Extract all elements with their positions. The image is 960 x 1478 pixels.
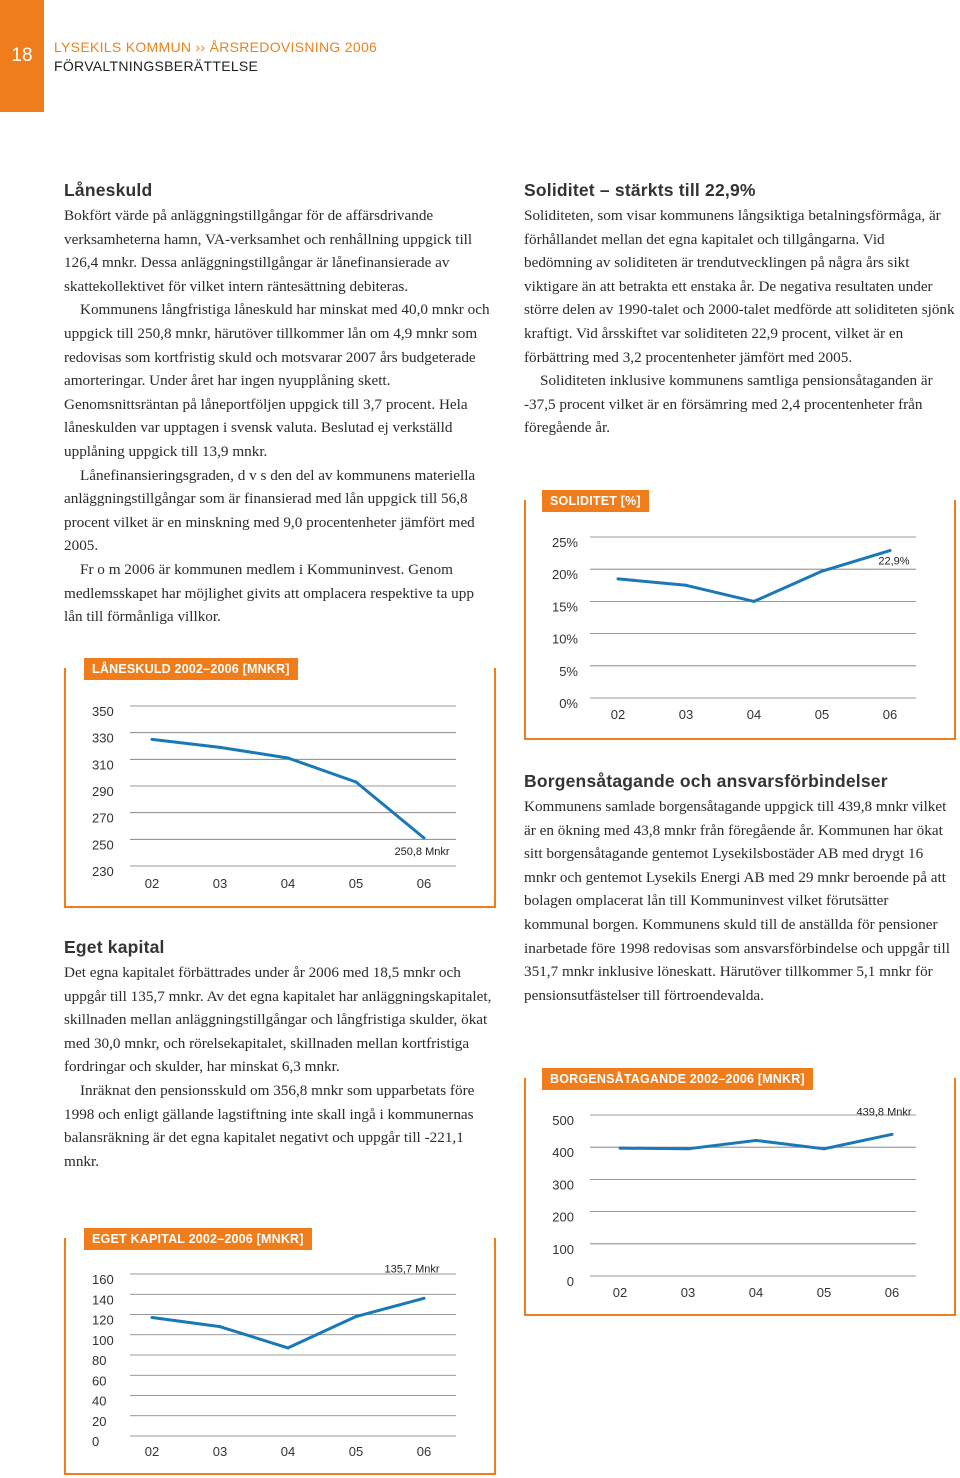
series-line xyxy=(152,1298,424,1348)
x-tick-label: 02 xyxy=(144,1444,160,1459)
x-tick-label: 04 xyxy=(280,1444,296,1459)
y-tick-label: 40 xyxy=(92,1393,107,1409)
paragraph: Kommunens samlade borgensåtagande uppgick till 439,8 mnkr vilket är en ökning med 43,8 mnkr från föregående år. Kommunen har ökat sitt borgensåtagande gentemot Lysekilsbostäder AB med drygt 16 mnkr och gentemot Lysekils Energi AB med 29 mnkr beroende på att bolagen omplacerat lån till Kommuninvest vilket förutsätter kommunal borgen. Kommunens skuld till de anställda för pensioner inarbetade före 1998 redovisas som ansvarsförbindelse och uppgår till 351,7 mnkr inklusive löneskatt. Härutöver tillkommer 5,1 mnkr för pensionsutfästelser till förtroendevalda. xyxy=(524,798,950,1004)
x-tick-label: 05 xyxy=(814,707,830,722)
eget-kapital-text xyxy=(64,961,496,1173)
data-point xyxy=(219,1325,222,1328)
data-point xyxy=(821,570,824,573)
x-tick-label: 03 xyxy=(212,876,228,891)
y-tick-label: 200 xyxy=(552,1209,574,1225)
data-point xyxy=(219,746,222,749)
x-tick-label: 06 xyxy=(882,707,898,722)
soliditet-chart-title: SOLIDITET [%] xyxy=(542,490,649,512)
soliditet-chart xyxy=(524,500,956,740)
borgen-chart xyxy=(524,1078,956,1316)
y-tick-label: 400 xyxy=(552,1145,574,1161)
laneskuld-text xyxy=(64,204,496,629)
x-tick-label: 04 xyxy=(748,1285,764,1300)
y-tick-label: 20% xyxy=(551,567,578,583)
y-tick-label: 310 xyxy=(92,757,114,773)
data-point xyxy=(151,738,154,741)
x-tick-label: 05 xyxy=(348,876,364,891)
page-header xyxy=(54,38,377,76)
x-tick-label: 02 xyxy=(610,707,626,722)
laneskuld-chart xyxy=(64,668,496,908)
page-number: 18 xyxy=(0,0,44,112)
x-tick-label: 02 xyxy=(612,1285,628,1300)
y-tick-label: 0% xyxy=(559,696,578,711)
x-tick-label: 05 xyxy=(348,1444,364,1459)
data-point xyxy=(891,1133,894,1136)
borgen-text xyxy=(524,795,956,1007)
x-tick-label: 06 xyxy=(416,876,432,891)
data-point xyxy=(755,1139,758,1142)
data-point xyxy=(151,1316,154,1319)
y-tick-label: 60 xyxy=(92,1373,107,1389)
y-tick-label: 100 xyxy=(552,1241,574,1257)
data-point xyxy=(753,600,756,603)
x-tick-label: 05 xyxy=(816,1285,832,1300)
y-tick-label: 230 xyxy=(92,864,114,879)
value-annotation: 439,8 Mnkr xyxy=(856,1106,912,1119)
paragraph: Det egna kapitalet förbättrades under år 2006 med 18,5 mnkr och uppgår till 135,7 mnkr. Av det egna kapitalet har anläggningskapitalet, skillnaden mellan anläggningstillgångar och långfristiga skulder, ökat med 30,0 mnkr, och rörelsekapitalet, skillnaden mellan kortfristiga fordringar och skulder, har minskat 6,3 mnkr. xyxy=(64,964,492,1076)
paragraph: Inräknat den pensionsskuld om 356,8 mnkr som upparbetats före 1998 och enligt gällande lagstiftning inte skall ingå i kommunernas balansräkning är det egna kapitalet negativt och uppgår till -221,1 mnkr. xyxy=(64,1081,475,1170)
eget-kapital-chart xyxy=(64,1238,496,1475)
data-point xyxy=(687,1147,690,1150)
series-line xyxy=(618,551,890,602)
data-point xyxy=(355,781,358,784)
value-annotation: 250,8 Mnkr xyxy=(394,846,450,858)
y-tick-label: 15% xyxy=(551,599,578,615)
borgen-heading: Borgensåtagande och ansvarsförbindelser xyxy=(524,771,888,791)
y-tick-label: 160 xyxy=(92,1272,114,1287)
y-tick-label: 290 xyxy=(92,784,114,799)
soliditet-heading: Soliditet – stärkts till 22,9% xyxy=(524,180,756,200)
paragraph: Soliditeten, som visar kommunens långsiktiga betalningsförmåga, är förhållandet mellan det egna kapitalet och tillgångarna. Vid bedömning av soliditeten är trendutvecklingen på några års sikt viktigare än att betrakta ett enstaka år. De negativa resultaten under större delen av 1990-talet och 2000-talet medförde att soliditeten sjönk kraftigt. Vid årsskiftet var soliditeten 22,9 procent, vilket är en förbättring med 3,2 procentenheter jämfört med 2005. xyxy=(524,207,955,366)
y-tick-label: 80 xyxy=(92,1353,107,1368)
y-tick-label: 20 xyxy=(92,1413,107,1429)
x-tick-label: 02 xyxy=(144,876,160,891)
y-tick-label: 5% xyxy=(559,663,578,679)
x-tick-label: 04 xyxy=(746,707,762,722)
x-tick-label: 03 xyxy=(680,1285,696,1300)
data-point xyxy=(423,837,426,840)
x-tick-label: 03 xyxy=(678,707,694,722)
paragraph: Bokfört värde på anläggningstillgångar för de affärsdrivande verksamheterna hamn, VA-verksamhet och renhållning uppgick till 126,4 mnkr. Dessa anläggningstillgångar är lånefinansierade av skattekollektivet för vilket intern räntesättning debiteras. xyxy=(64,207,473,295)
eget-kapital-heading: Eget kapital xyxy=(64,937,165,957)
borgen-chart-title: BORGENSÅTAGANDE 2002–2006 [MNKR] xyxy=(542,1068,813,1090)
data-point xyxy=(617,577,620,580)
y-tick-label: 500 xyxy=(552,1113,574,1128)
y-tick-label: 25% xyxy=(551,535,578,550)
data-point xyxy=(685,584,688,587)
header-section: FÖRVALTNINGSBERÄTTELSE xyxy=(54,58,259,74)
value-annotation: 22,9% xyxy=(878,555,910,568)
y-tick-label: 10% xyxy=(551,631,578,647)
paragraph: Kommunens långfristiga låneskuld har minskat med 40,0 mnkr och uppgick till 250,8 mnkr, härutöver tillkommer lån om 4,9 mnkr som redovisas som kortfristig skuld och motsvarar 2007 års budgeterade amorteringar. Under året har ingen nyupplåning skett. Genomsnittsräntan på låneportföljen uppgick till 3,7 procent. Hela låneskulden var upptagen i svensk valuta. Beslutad ej verkställd upplåning uppgick till 13,9 mnkr. xyxy=(64,301,490,460)
y-tick-label: 330 xyxy=(92,730,114,746)
x-tick-label: 06 xyxy=(416,1444,432,1459)
y-tick-label: 250 xyxy=(92,837,114,853)
soliditet-text xyxy=(524,204,956,440)
laneskuld-heading: Låneskuld xyxy=(64,180,153,200)
x-tick-label: 04 xyxy=(280,876,296,891)
paragraph: Soliditeten inklusive kommunens samtliga pensionsåtaganden är -37,5 procent vilket är en försämring med 2,4 procentenheter från föregående år. xyxy=(524,372,933,437)
data-point xyxy=(287,757,290,760)
y-tick-label: 300 xyxy=(552,1177,574,1193)
data-point xyxy=(423,1297,426,1300)
paragraph: Lånefinansieringsgraden, d v s den del av kommunens materiella anläggningstillgångar som är finansierad med lån uppgick till 56,8 procent vilket är en minskning med 9,0 procentenheter jämfört med 2005. xyxy=(64,466,476,555)
series-line xyxy=(152,739,424,838)
y-tick-label: 140 xyxy=(92,1292,114,1308)
data-point xyxy=(355,1315,358,1318)
y-tick-label: 0 xyxy=(566,1274,574,1289)
y-tick-label: 270 xyxy=(92,810,114,826)
x-tick-label: 03 xyxy=(212,1444,228,1459)
y-tick-label: 350 xyxy=(92,704,114,719)
header-title: LYSEKILS KOMMUN ›› ÅRSREDOVISNING 2006 xyxy=(54,39,378,55)
x-tick-label: 06 xyxy=(884,1285,900,1300)
paragraph: Fr o m 2006 är kommunen medlem i Kommuninvest. Genom medlemsskapet har möjlighet givits att omplacera respektive ta upp lån till förmånliga villkor. xyxy=(64,560,474,626)
y-tick-label: 100 xyxy=(92,1332,114,1348)
value-annotation: 135,7 Mnkr xyxy=(384,1263,440,1276)
data-point xyxy=(889,549,892,552)
laneskuld-chart-title: LÅNESKULD 2002–2006 [MNKR] xyxy=(84,658,298,680)
data-point xyxy=(823,1147,826,1150)
data-point xyxy=(619,1147,622,1150)
eget-kapital-chart-title: EGET KAPITAL 2002–2006 [MNKR] xyxy=(84,1228,312,1250)
y-tick-label: 0 xyxy=(92,1434,100,1449)
data-point xyxy=(287,1346,290,1349)
y-tick-label: 120 xyxy=(92,1312,114,1328)
